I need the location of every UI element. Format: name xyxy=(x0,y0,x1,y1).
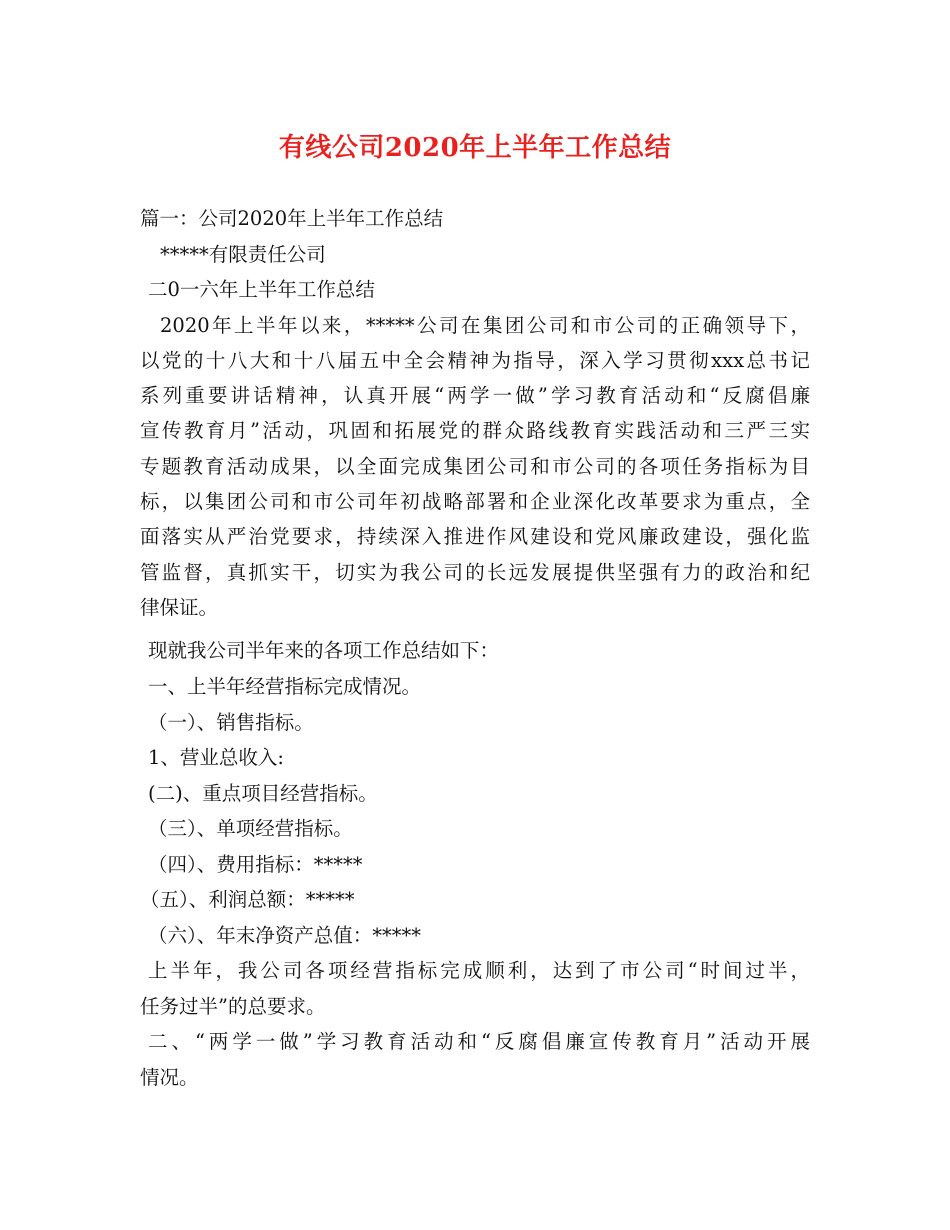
list-item: 1、营业总收入: xyxy=(148,746,284,769)
paragraph-line: 任务过半”的总要求。 xyxy=(140,995,326,1018)
document-title: 有线公司2020年上半年工作总结 xyxy=(278,133,672,163)
paragraph-line: 专题教育活动成果，以全面完成集团公司和市公司的各项任务指标为目 xyxy=(140,455,810,478)
list-item: (二)、重点项目经营指标。 xyxy=(148,782,378,805)
list-item: （三）、单项经营指标。 xyxy=(148,817,353,840)
list-item: （四）、费用指标：***** xyxy=(148,853,363,876)
section-heading-line: 一、上半年经营指标完成情况。 xyxy=(148,675,422,698)
paragraph-line: 系列重要讲话精神，认真开展“两学一做”学习教育活动和“反腐倡廉 xyxy=(140,384,810,407)
section-heading-line: 情况。 xyxy=(140,1066,199,1089)
paragraph-line: 面落实从严治党要求，持续深入推进作风建设和党风廉政建设，强化监 xyxy=(140,525,810,548)
paragraph-line: 律保证。 xyxy=(140,596,219,619)
paragraph-line: 以党的十八大和十八届五中全会精神为指导，深入学习贯彻xxx总书记 xyxy=(140,349,810,372)
paragraph-line: 上半年，我公司各项经营指标完成顺利，达到了市公司“时间过半， xyxy=(148,959,810,982)
paragraph-line: 管监督，真抓实干，切实为我公司的长远发展提供坚强有力的政治和纪 xyxy=(140,561,810,584)
paragraph-line: 2020年上半年以来，*****公司在集团公司和市公司的正确领导下， xyxy=(160,314,810,337)
section-heading-part-one: 篇一：公司2020年上半年工作总结 xyxy=(140,207,444,230)
section-heading-line: 二、“两学一做”学习教育活动和“反腐倡廉宣传教育月”活动开展 xyxy=(148,1030,810,1053)
company-name-line: *****有限责任公司 xyxy=(160,243,326,266)
list-item: （一）、销售指标。 xyxy=(148,711,314,734)
list-item: （六）、年末净资产总值：***** xyxy=(148,924,422,947)
list-item: （五）、利润总额：***** xyxy=(140,888,355,911)
paragraph-line: 标，以集团公司和市公司年初战略部署和企业深化改革要求为重点，全 xyxy=(140,490,810,513)
summary-intro-line: 现就我公司半年来的各项工作总结如下： xyxy=(148,639,500,662)
summary-subtitle-line: 二0一六年上半年工作总结 xyxy=(148,278,375,301)
paragraph-line: 宣传教育月”活动，巩固和拓展党的群众路线教育实践活动和三严三实 xyxy=(140,419,810,442)
